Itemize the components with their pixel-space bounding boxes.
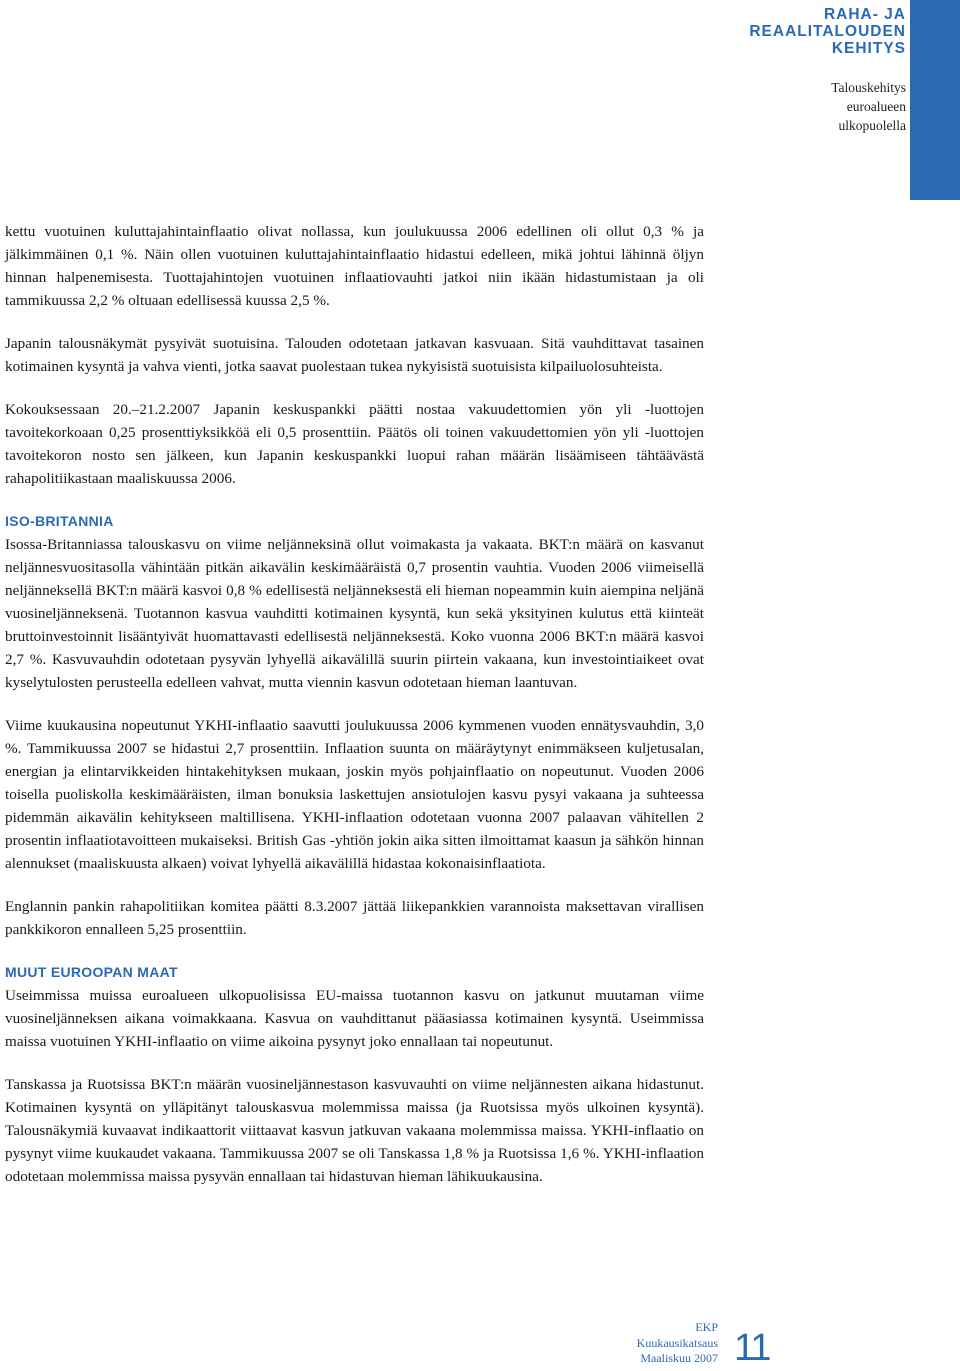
footer-line: EKP: [695, 1320, 718, 1334]
subsection-title: [706, 78, 906, 135]
section-title-line: REAALITALOUDEN: [749, 23, 906, 40]
article-body: [5, 220, 704, 1208]
section-heading-uk: ISO-BRITANNIA: [5, 513, 114, 529]
paragraph: Viime kuukausina nopeutunut YKHI-inflaatio saavutti joulukuussa 2006 kymmenen vuoden ennätysvauhdin, 3,0 %. Tammikuussa 2007 se hidastui 2,7 prosenttiin. Inflaation suunta on määräytynyt enimmäkseen kuljetusalan, energian ja elintarvikkeiden hintakehityksen mukaan, joskin myös pohjainflaatio on nopeutunut. Vuoden 2006 toisella puoliskolla keskimääräisten, ilman bonuksia laskettujen ansiotulojen kasvu pysyi vakaana ja suhteessa pidemmän aikavälin kehitykseen maltillisena. YKHI-inflaation odotetaan vuonna 2007 palaavan vähitellen 2 prosentin inflaatiotavoitteen mukaiseksi. British Gas -yhtiön jokin aika sitten ilmoittamat kaasun ja sähkön hinnan alennukset (maaliskuusta alkaen) voivat lyhyellä aikavälillä hidastaa kokonaisinflaatiota.: [5, 717, 704, 872]
subsection-title-line: ulkopuolella: [838, 118, 906, 133]
paragraph: Useimmissa muissa euroalueen ulkopuolisissa EU-maissa tuotannon kasvu on jatkunut muutaman viime vuosineljänneksen aikana voimakkaana. Kasvua on vauhdittanut pääasiassa kotimainen kysyntä. Useimmissa maissa vuotuinen YKHI-inflaatio on viime aikoina pysynyt joko ennallaan tai nopeutunut.: [5, 987, 704, 1050]
paragraph: Isossa-Britanniassa talouskasvu on viime neljänneksinä ollut voimakasta ja vakaata. BKT:n määrä on kasvanut neljännesvuositasolla vähintään pitkän aikavälin keskimääräistä 0,7 prosentin vauhtia. Vuoden 2006 viimeisellä neljänneksellä BKT:n määrä kasvoi 0,8 % edellisestä neljänneksestä eli hieman nopeammin kuin aiempina neljänä vuosineljänneksenä. Tuotannon kasvua vauhditti kotimainen kysyntä, kun sekä yksityinen kulutus että kiinteät bruttoinvestoinnit lisääntyivät huomattavasti edellisestä neljänneksestä. Koko vuonna 2006 BKT:n määrä kasvoi 2,7 %. Kasvuvauhdin odotetaan pysyvän lyhyellä aikavälillä suurin piirtein vakaana, kun investointiaikeet ovat kyselytulosten perusteella edelleen vahvat, mutta viennin kasvun odotetaan hieman laantuvan.: [5, 536, 704, 691]
section-title-line: KEHITYS: [831, 40, 906, 57]
section-heading-other-europe: MUUT EUROOPAN MAAT: [5, 964, 178, 980]
footer-line: Maaliskuu 2007: [640, 1351, 718, 1365]
paragraph: Tanskassa ja Ruotsissa BKT:n määrän vuosineljännestason kasvuvauhti on viime neljännesten aikana hidastunut. Kotimainen kysyntä on ylläpitänyt talouskasvua molemmissa maissa (ja Ruotsissa myös ulkoinen kysyntä). Talousnäkymiä kuvaavat indikaattorit viittaavat kasvun jatkuvan vakaana molemmissa maissa. YKHI-inflaatio on pysynyt viime kuukaudet vakaana. Tammikuussa 2007 se oli Tanskassa 1,8 % ja Ruotsissa 1,6 %. YKHI-inflaation odotetaan molemmissa maissa pysyvän ennallaan tai hidastuvan hieman lähikuukausina.: [5, 1076, 704, 1185]
section-title-line: RAHA- JA: [823, 6, 906, 23]
subsection-title-line: Talouskehitys: [831, 80, 906, 95]
paragraph: Kokouksessaan 20.–21.2.2007 Japanin keskuspankki päätti nostaa vakuudettomien yön yli -luottojen tavoitekorkoaan 0,25 prosenttiyksikköä eli 0,5 prosenttiin. Päätös oli toinen vakuudettomien yön yli -luottojen tavoitekoron nosto sen jälkeen, kun Japanin keskuspankki luopui rahan määrän lisäämiseen tähtäävästä rahapolitiikastaan maaliskuussa 2006.: [5, 401, 704, 487]
paragraph: kettu vuotuinen kuluttajahintainflaatio olivat nollassa, kun joulukuussa 2006 edellinen oli ollut 0,3 % ja jälkimmäinen 0,1 %. Näin ollen vuotuinen kuluttajahintainflaatio hidastui edelleen, mikä johtui lähinnä öljyn hinnan halpenemisesta. Tuottajahintojen vuotuinen inflaatiovauhti jatkoi niin ikään hidastumistaan ja oli tammikuussa 2,2 % oltuaan edellisessä kuussa 2,5 %.: [5, 223, 704, 309]
section-color-tab: [910, 0, 960, 200]
paragraph: Japanin talousnäkymät pysyivät suotuisina. Talouden odotetaan jatkavan kasvuaan. Sitä vauhdittavat tasainen kotimainen kysyntä ja vahva vienti, jotka saavat puolestaan tukea nykyisistä suotuisista kilpailuolosuhteista.: [5, 335, 704, 375]
subsection-title-line: euroalueen: [846, 99, 906, 114]
publication-footer: [637, 1320, 718, 1367]
paragraph: Englannin pankin rahapolitiikan komitea päätti 8.3.2007 jättää liikepankkien varannoista maksettavan virallisen pankkikoron ennalleen 5,25 prosenttiin.: [5, 898, 704, 938]
page-number: 11: [734, 1327, 770, 1369]
section-title: [706, 6, 906, 57]
footer-line: Kuukausikatsaus: [636, 1335, 718, 1350]
